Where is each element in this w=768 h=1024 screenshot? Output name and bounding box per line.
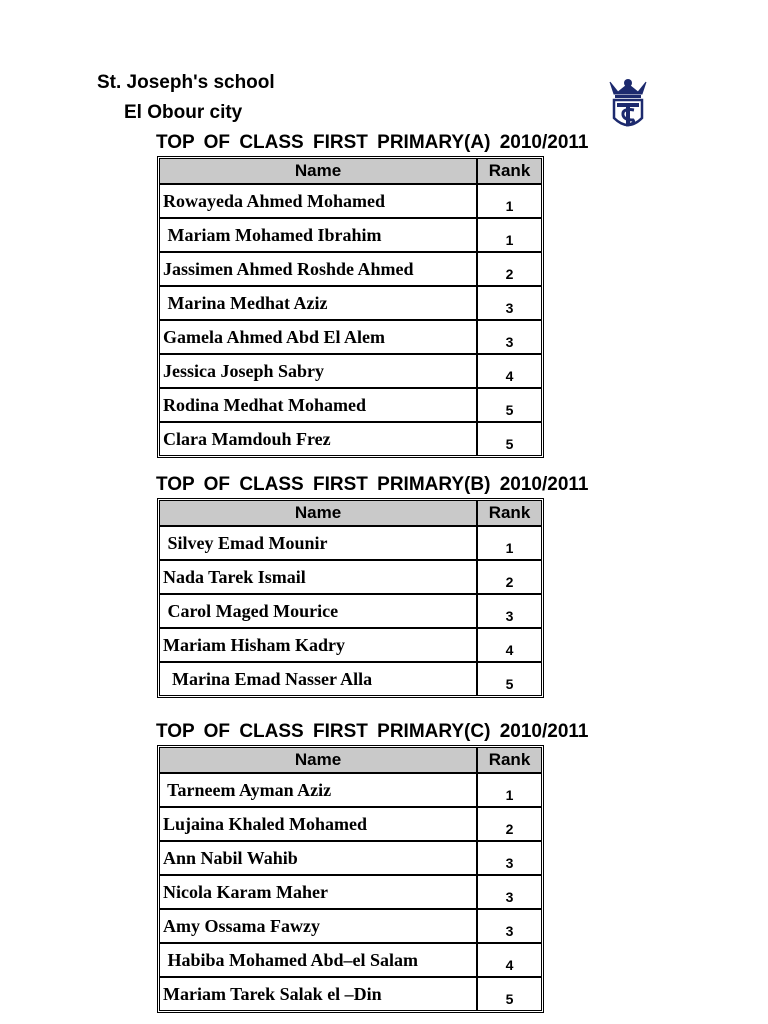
table-row: [160, 527, 541, 561]
rank-column-header: Rank: [478, 159, 541, 185]
student-name: Marina Emad Nasser Alla: [160, 663, 478, 695]
student-rank: 5: [505, 436, 514, 452]
table-row: [160, 978, 541, 1010]
student-rank: 4: [478, 944, 541, 978]
table-row: [160, 842, 541, 876]
student-rank: 1: [478, 527, 541, 561]
table-row: [160, 561, 541, 595]
student-rank: 2: [478, 808, 541, 842]
student-rank: 3: [478, 842, 541, 876]
student-rank: 4: [478, 355, 541, 389]
student-name: Mariam Tarek Salak el –Din: [160, 978, 478, 1010]
student-rank: 3: [478, 595, 541, 629]
student-name: Marina Medhat Aziz: [160, 287, 478, 321]
student-rank: 1: [478, 774, 541, 808]
student-name: Carol Maged Mourice: [160, 595, 478, 629]
table-row: [160, 185, 541, 219]
table-row: [160, 321, 541, 355]
student-name: Rowayeda Ahmed Mohamed: [160, 185, 478, 219]
class-b-section: [156, 471, 616, 698]
student-rank: 5: [505, 991, 514, 1007]
student-name: Rodina Medhat Mohamed: [160, 389, 478, 423]
table-row: [160, 389, 541, 423]
student-name: Nada Tarek Ismail: [160, 561, 478, 595]
student-name: Gamela Ahmed Abd El Alem: [160, 321, 478, 355]
name-column-header: Name: [160, 748, 478, 774]
student-rank: 1: [478, 219, 541, 253]
table-row: [160, 808, 541, 842]
rank-table: [157, 745, 544, 1013]
table-header-row: [160, 748, 541, 774]
school-crest-icon: [606, 78, 650, 132]
name-column-header: Name: [160, 501, 478, 527]
student-name: Ann Nabil Wahib: [160, 842, 478, 876]
student-name: Lujaina Khaled Mohamed: [160, 808, 478, 842]
student-rank: 5: [478, 389, 541, 423]
table-row: [160, 355, 541, 389]
table-row: [160, 423, 541, 455]
student-rank: 3: [478, 287, 541, 321]
table-row: [160, 629, 541, 663]
student-name: Amy Ossama Fawzy: [160, 910, 478, 944]
table-header-row: [160, 501, 541, 527]
student-name: Mariam Mohamed Ibrahim: [160, 219, 478, 253]
table-row: [160, 253, 541, 287]
table-header-row: [160, 159, 541, 185]
table-row: [160, 595, 541, 629]
table-row: [160, 774, 541, 808]
student-name: Habiba Mohamed Abd–el Salam: [160, 944, 478, 978]
rank-table: [157, 498, 544, 698]
student-rank: 3: [478, 321, 541, 355]
student-rank: 3: [478, 910, 541, 944]
student-rank: 5: [505, 676, 514, 692]
school-city: El Obour city: [124, 102, 243, 123]
section-title: TOP OF CLASS FIRST PRIMARY(C) 2010/2011: [156, 721, 589, 742]
section-title: TOP OF CLASS FIRST PRIMARY(A) 2010/2011: [156, 132, 589, 153]
student-rank: 1: [478, 185, 541, 219]
student-name: Tarneem Ayman Aziz: [160, 774, 478, 808]
table-row: [160, 876, 541, 910]
section-title: TOP OF CLASS FIRST PRIMARY(B) 2010/2011: [156, 474, 589, 495]
name-column-header: Name: [160, 159, 478, 185]
rank-table: [157, 156, 544, 458]
table-row: [160, 663, 541, 695]
student-name: Jessica Joseph Sabry: [160, 355, 478, 389]
rank-column-header: Rank: [478, 501, 541, 527]
table-row: [160, 944, 541, 978]
table-row: [160, 219, 541, 253]
student-name: Mariam Hisham Kadry: [160, 629, 478, 663]
student-rank: 2: [478, 253, 541, 287]
student-rank: 2: [478, 561, 541, 595]
student-name: Silvey Emad Mounir: [160, 527, 478, 561]
class-c-section: [156, 718, 616, 1013]
rank-column-header: Rank: [478, 748, 541, 774]
table-row: [160, 287, 541, 321]
table-row: [160, 910, 541, 944]
class-a-section: [156, 129, 616, 458]
student-rank: 3: [478, 876, 541, 910]
school-name: St. Joseph's school: [97, 72, 275, 93]
student-name: Clara Mamdouh Frez: [160, 423, 478, 455]
student-name: Jassimen Ahmed Roshde Ahmed: [160, 253, 478, 287]
student-name: Nicola Karam Maher: [160, 876, 478, 910]
student-rank: 4: [478, 629, 541, 663]
